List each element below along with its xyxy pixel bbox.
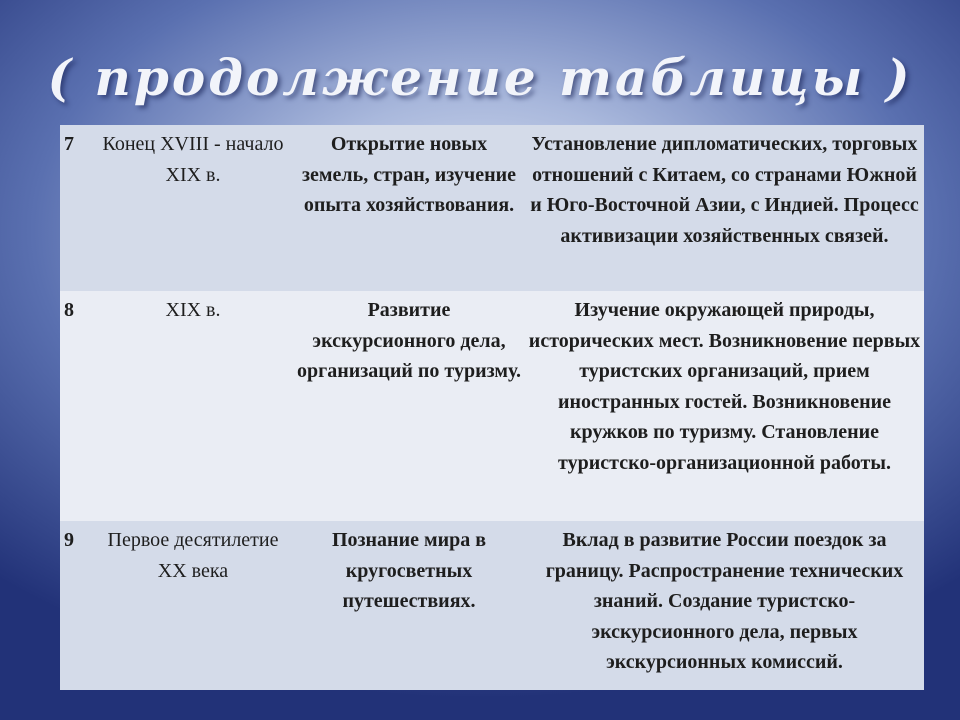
period-cell: Конец XVIII - начало XIX в.: [93, 125, 293, 291]
row-number-cell: 9: [60, 521, 93, 690]
period-cell: Первое десятилетие XX века: [93, 521, 293, 690]
period-cell: XIX в.: [93, 291, 293, 521]
history-table: [60, 125, 924, 690]
row-number-cell: 7: [60, 125, 93, 291]
result-cell: Установление дипломатических, торговых отношений с Китаем, со странами Южной и Юго-Восточной Азии, с Индией. Процесс активизации хозяйственных связей.: [525, 125, 924, 291]
slide-title: ( продолжение таблицы ): [47, 48, 913, 107]
aim-cell: Развитие экскурсионного дела, организаций по туризму.: [293, 291, 525, 521]
aim-cell: Познание мира в кругосветных путешествиях.: [293, 521, 525, 690]
aim-cell: Открытие новых земель, стран, изучение опыта хозяйствования.: [293, 125, 525, 291]
result-cell: Вклад в развитие России поездок за границу. Распространение технических знаний. Создание туристско-экскурсионного дела, первых экскурсионных комиссий.: [525, 521, 924, 690]
result-cell: Изучение окружающей природы, исторических мест. Возникновение первых туристских организаций, прием иностранных гостей. Возникновение кружков по туризму. Становление туристско-организационной работы.: [525, 291, 924, 521]
row-number-cell: 8: [60, 291, 93, 521]
